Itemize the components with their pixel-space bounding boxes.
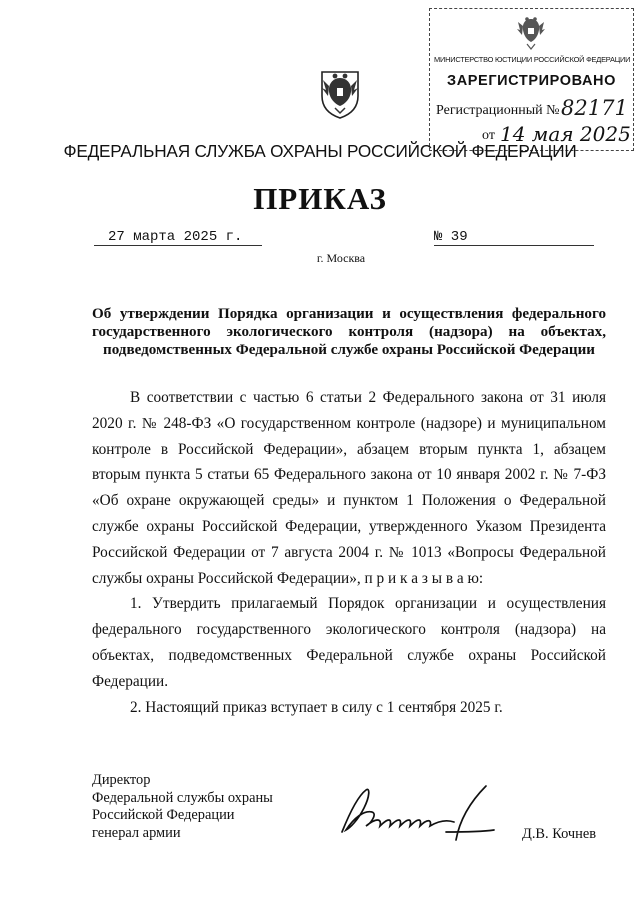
signer-name: Д.В. Кочнев: [522, 826, 597, 842]
stamp-date: 14 мая 2025: [500, 122, 631, 146]
order-body: [92, 385, 606, 720]
order-number: № 39: [434, 229, 594, 246]
handwritten-signature: [336, 782, 508, 848]
service-name: ФЕДЕРАЛЬНАЯ СЛУЖБА ОХРАНЫ РОССИЙСКОЙ ФЕДЕРАЦИИ: [63, 141, 577, 161]
preamble-paragraph: В соответствии с частью 6 статьи 2 Федерального закона от 31 июля 2020 г. № 248-ФЗ «О государственном контроле (надзоре) и муниципальном контроле в Российской Федерации», абзацем вторым пункта 1, абзацем вторым пункта 5 статьи 65 Федерального закона от 10 января 2002 г. № 7-ФЗ «Об охране окружающей среды» и пунктом 1 Положения о Федеральной службе охраны Российской Федерации, утвержденного Указом Президента Российской Федерации от 7 августа 2004 г. № 1013 «Вопросы Федеральной службы охраны Российской Федерации», п р и к а з ы в а ю:: [92, 389, 606, 587]
registration-stamp: [429, 8, 634, 151]
item-1-paragraph: 1. Утвердить прилагаемый Порядок организации и осуществления федерального государственного экологического контроля (надзора) на объектах, подведомственных Федеральной службе охраны Российской Федерации.: [92, 595, 606, 690]
order-title: Об утверждении Порядка организации и осуществления федерального государственного экологического контроля (надзора) на объектах, подведомственных Федеральной службе охраны Российской Федерации: [92, 306, 606, 358]
document-type: ПРИКАЗ: [253, 181, 387, 216]
signer-position: Директор Федеральной службы охраны Российской Федерации генерал армии: [92, 772, 273, 841]
item-2-paragraph: 2. Настоящий приказ вступает в силу с 1 сентября 2025 г.: [130, 698, 503, 716]
stamp-ministry: МИНИСТЕРСТВО ЮСТИЦИИ РОССИЙСКОЙ ФЕДЕРАЦИИ: [434, 55, 631, 64]
stamp-reg-number-label: Регистрационный №: [436, 103, 560, 118]
stamp-date-prefix: от: [482, 128, 495, 143]
stamp-reg-number: 82171: [561, 96, 628, 120]
order-date: 27 марта 2025 г.: [94, 229, 262, 246]
coat-of-arms-emblem: [318, 66, 362, 120]
city: г. Москва: [316, 251, 366, 265]
stamp-registered: ЗАРЕГИСТРИРОВАНО: [447, 73, 616, 89]
stamp-emblem-icon: [516, 15, 546, 51]
